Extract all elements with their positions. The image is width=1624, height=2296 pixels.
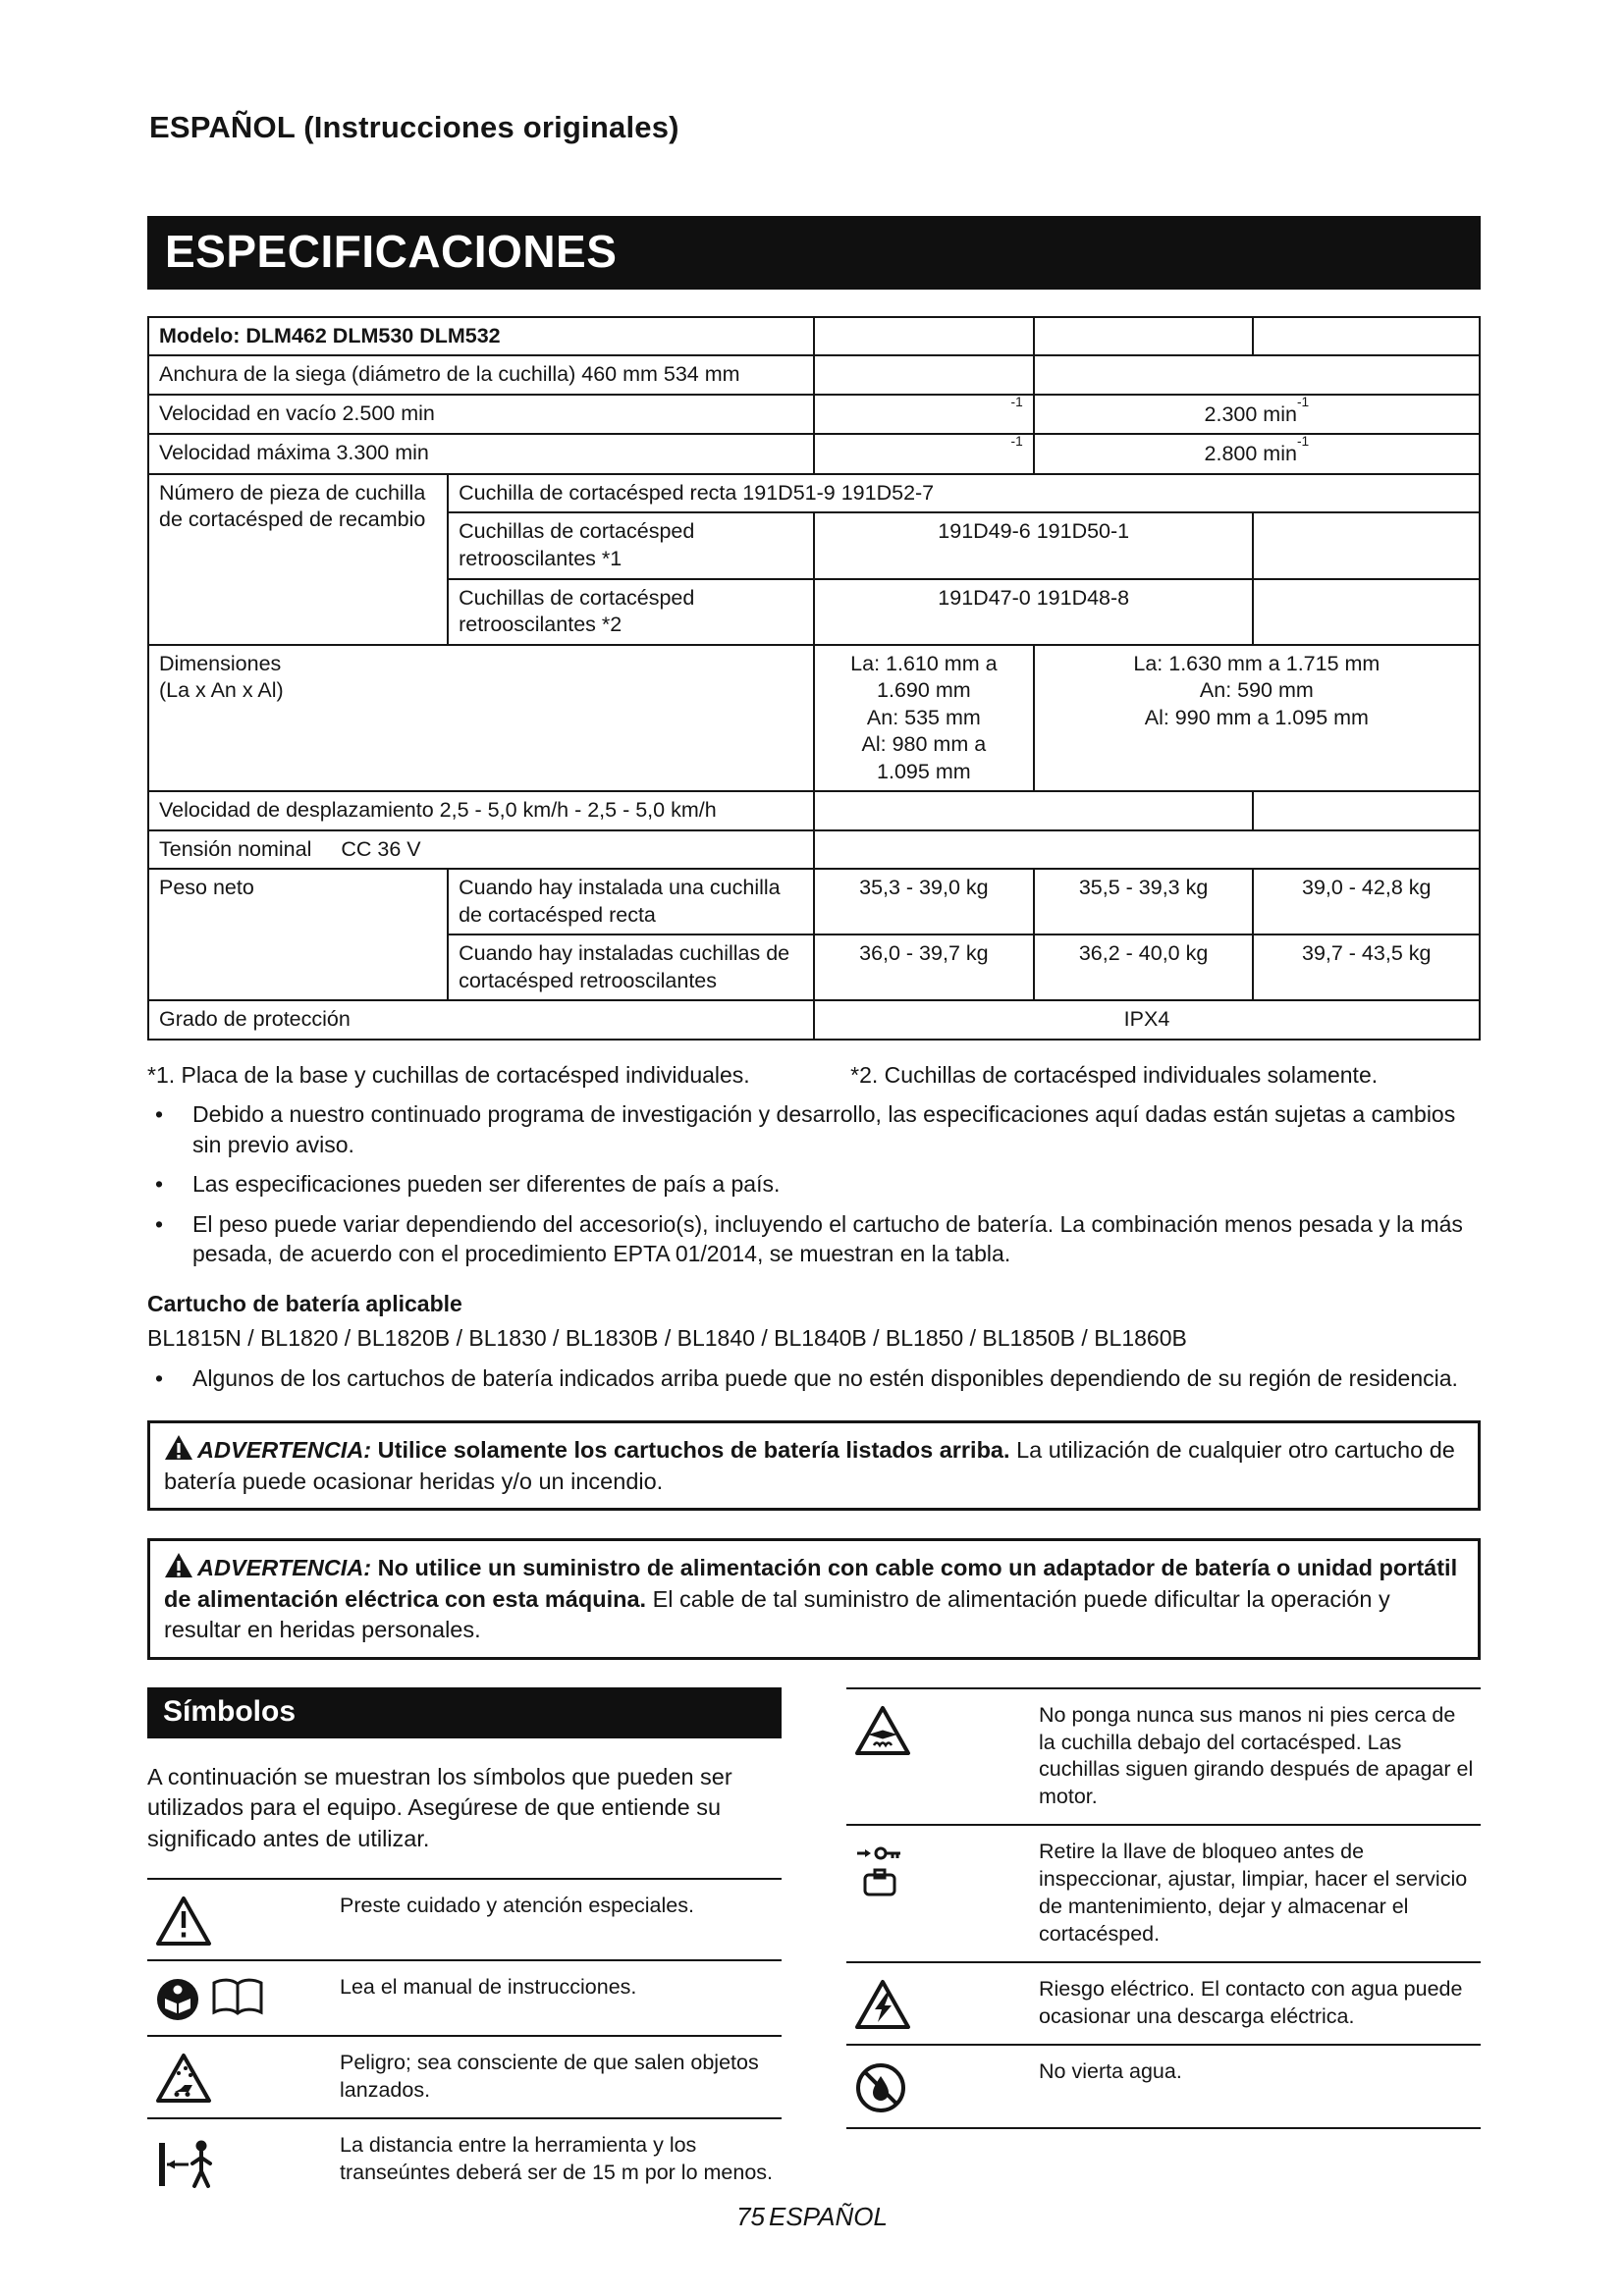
symbol-row-keep-distance: La distancia entre la herramienta y los transeúntes deberá ser de 15 m por lo menos. bbox=[147, 2117, 782, 2203]
cell-dimensions-label: Dimensiones (La x An x Al) bbox=[148, 645, 814, 792]
cell-dimensions-col1: La: 1.610 mm a 1.690 mm An: 535 mm Al: 980 mm a 1.095 mm bbox=[814, 645, 1034, 792]
footer-language: ESPAÑOL bbox=[769, 2202, 888, 2231]
symbols-intro: A continuación se muestran los símbolos que pueden ser utilizados para el equipo. Asegúrese de que entiende su significado antes de utilizar. bbox=[147, 1764, 732, 1851]
spec-table bbox=[147, 316, 1481, 1041]
cell-superscript: -1 bbox=[814, 434, 1034, 474]
spec-bullet-1: • Debido a nuestro continuado programa de investigación y desarrollo, las especificaciones aquí dadas están sujetas a cambios sin previo aviso. bbox=[147, 1099, 1481, 1159]
table-row-max-speed bbox=[148, 434, 1480, 474]
table-row-model bbox=[148, 317, 1480, 356]
symbols-right-column bbox=[846, 1687, 1481, 2129]
specifications-banner-label: ESPECIFICACIONES bbox=[165, 226, 618, 277]
symbols-section bbox=[147, 1687, 1481, 2203]
warning-label: ADVERTENCIA: bbox=[197, 1555, 372, 1581]
cell-cutting-width: Anchura de la siega (diámetro de la cuchilla) 460 mm 534 mm bbox=[148, 355, 814, 395]
warning-label: ADVERTENCIA: bbox=[197, 1437, 372, 1464]
electric-hazard-icon bbox=[846, 1976, 1039, 2031]
warning-box-power-supply bbox=[147, 1538, 1481, 1659]
cell-weight-swing-label: Cuando hay instaladas cuchillas de cortacésped retrooscilantes bbox=[448, 934, 814, 1000]
symbols-right-table bbox=[846, 1687, 1481, 2129]
cell-empty bbox=[1253, 512, 1480, 578]
cell-empty bbox=[1034, 355, 1480, 395]
spec-bullet-2: • Las especificaciones pueden ser diferentes de país a país. bbox=[147, 1169, 1481, 1200]
cell-no-load-speed-value: 2.300 $\min^{-1}$ bbox=[1034, 395, 1480, 435]
warning-triangle-icon bbox=[164, 1552, 193, 1578]
read-manual-icon bbox=[147, 1974, 340, 2022]
cell-blade-part-label: Número de pieza de cuchilla de cortacésped de recambio bbox=[148, 474, 448, 645]
cell-weight-straight-value-2: 35,5 - 39,3 kg bbox=[1034, 869, 1254, 934]
cell-protection-label: Grado de protección bbox=[148, 1000, 814, 1040]
warning-bold-text: No utilice un suministro de alimentación con cable como un adaptador de batería o unidad portátil de alimentación eléctrica con esta máquina. bbox=[164, 1555, 1458, 1612]
cell-no-load-speed-label: Velocidad en vacío 2.500 min bbox=[148, 395, 814, 435]
cell-superscript: -1 bbox=[814, 395, 1034, 435]
cell-weight-straight-value-3: 39,0 - 42,8 kg bbox=[1253, 869, 1480, 934]
no-water-icon bbox=[846, 2058, 1039, 2114]
bullet-marker: • bbox=[155, 1171, 164, 1198]
cell-max-speed-label: Velocidad máxima 3.300 min bbox=[148, 434, 814, 474]
battery-bullet: • Algunos de los cartuchos de batería indicados arriba puede que no estén disponibles dependiendo de su región de residencia. bbox=[147, 1363, 1481, 1394]
battery-section-title: Cartucho de batería aplicable bbox=[147, 1290, 462, 1316]
table-row-protection bbox=[148, 1000, 1480, 1040]
table-row-rated-voltage bbox=[148, 830, 1480, 870]
symbol-row-read-manual: Lea el manual de instrucciones. bbox=[147, 1959, 782, 2035]
warning-box-battery bbox=[147, 1420, 1481, 1511]
symbols-left-column bbox=[147, 1687, 782, 2203]
cell-empty bbox=[1034, 317, 1254, 356]
warning-triangle-icon bbox=[164, 1434, 193, 1461]
warning-bold-text: Utilice solamente los cartuchos de batería listados arriba. bbox=[377, 1437, 1010, 1464]
table-row-weight-straight bbox=[148, 869, 1480, 934]
symbol-row-caution: Preste cuidado y atención especiales. bbox=[147, 1878, 782, 1959]
cell-rated-voltage: Tensión nominal CC 36 V bbox=[148, 830, 814, 870]
cell-weight-straight-label: Cuando hay instalada una cuchilla de cortacésped recta bbox=[448, 869, 814, 934]
cell-dimensions-col2: La: 1.630 mm a 1.715 mm An: 590 mm Al: 990 mm a 1.095 mm bbox=[1034, 645, 1480, 792]
cell-swing-back-2-label: Cuchillas de cortacésped retrooscilantes *2 bbox=[448, 579, 814, 645]
blade-hazard-icon bbox=[846, 1702, 1039, 1812]
cell-weight-straight-value-1: 35,3 - 39,0 kg bbox=[814, 869, 1034, 934]
cell-straight-blade: Cuchilla de cortacésped recta 191D51-9 191D52-7 bbox=[448, 474, 1480, 513]
warning-text: El cable de tal suministro de alimentación puede dificultar la operación y resultar en heridas personales. bbox=[164, 1585, 1390, 1643]
table-row-cutting-width bbox=[148, 355, 1480, 395]
keep-distance-icon bbox=[147, 2132, 340, 2190]
cell-empty bbox=[814, 317, 1034, 356]
cell-empty bbox=[814, 830, 1480, 870]
specifications-banner bbox=[147, 216, 1481, 290]
cell-swing-back-1-label: Cuchillas de cortacésped retrooscilantes *1 bbox=[448, 512, 814, 578]
symbols-banner: Símbolos bbox=[147, 1687, 782, 1739]
cell-model-header: Modelo: DLM462 DLM530 DLM532 bbox=[148, 317, 814, 356]
page-footer bbox=[0, 2202, 1624, 2232]
cell-weight-swing-value-2: 36,2 - 40,0 kg bbox=[1034, 934, 1254, 1000]
cell-travel-speed: Velocidad de desplazamiento 2,5 - 5,0 km/h - 2,5 - 5,0 km/h bbox=[148, 791, 814, 830]
cell-protection-value: IPX4 bbox=[814, 1000, 1480, 1040]
table-row-travel-speed bbox=[148, 791, 1480, 830]
cell-weight-swing-value-1: 36,0 - 39,7 kg bbox=[814, 934, 1034, 1000]
bullet-marker: • bbox=[155, 1210, 164, 1237]
footnote-1: *1. Placa de la base y cuchillas de cortacésped individuales. bbox=[147, 1061, 750, 1088]
bullet-marker: • bbox=[155, 1364, 164, 1391]
remove-key-icon bbox=[846, 1839, 1039, 1949]
cell-swing-back-2-value: 191D47-0 191D48-8 bbox=[814, 579, 1253, 645]
table-row-blade-part-straight bbox=[148, 474, 1480, 513]
symbol-row-no-water: No vierta agua. bbox=[846, 2044, 1481, 2129]
cell-net-weight-label: Peso neto bbox=[148, 869, 448, 1000]
bullet-marker: • bbox=[155, 1101, 164, 1128]
cell-empty bbox=[814, 791, 1253, 830]
symbol-row-remove-key: Retire la llave de bloqueo antes de inspeccionar, ajustar, limpiar, hacer el servicio de mantenimiento, dejar y almacenar el cortacésped. bbox=[846, 1824, 1481, 1961]
table-row-dimensions bbox=[148, 645, 1480, 792]
symbol-row-blade-hazard: No ponga nunca sus manos ni pies cerca de la cuchilla debajo del cortacésped. Las cuchillas siguen girando después de apagar el motor. bbox=[846, 1687, 1481, 1825]
spec-bullet-3: • El peso puede variar dependiendo del accesorio(s), incluyendo el cartucho de batería. La combinación menos pesada y la más pesada, de acuerdo con el procedimiento EPTA 01/2014, se muestran en la tabla. bbox=[147, 1209, 1481, 1269]
symbol-row-thrown-objects: Peligro; sea consciente de que salen objetos lanzados. bbox=[147, 2035, 782, 2117]
table-row-no-load-speed bbox=[148, 395, 1480, 435]
cell-weight-swing-value-3: 39,7 - 43,5 kg bbox=[1253, 934, 1480, 1000]
cell-empty bbox=[814, 355, 1034, 395]
symbols-left-table bbox=[147, 1878, 782, 2203]
cell-empty bbox=[1253, 317, 1480, 356]
footnotes bbox=[147, 1060, 1481, 1090]
caution-icon bbox=[147, 1893, 340, 1947]
cell-empty bbox=[1253, 579, 1480, 645]
footer-page-number: 75 bbox=[736, 2202, 765, 2231]
battery-model-list: BL1815N / BL1820 / BL1820B / BL1830 / BL1830B / BL1840 / BL1840B / BL1850 / BL1850B / BL1860B bbox=[147, 1324, 1187, 1351]
cell-swing-back-1-value: 191D49-6 191D50-1 bbox=[814, 512, 1253, 578]
thrown-objects-icon bbox=[147, 2050, 340, 2105]
cell-empty bbox=[1253, 791, 1480, 830]
footnote-2: *2. Cuchillas de cortacésped individuales solamente. bbox=[850, 1061, 1379, 1088]
cell-max-speed-value: 2.800 $\min^{-1}$ bbox=[1034, 434, 1480, 474]
symbol-row-electric-hazard: Riesgo eléctrico. El contacto con agua puede ocasionar una descarga eléctrica. bbox=[846, 1961, 1481, 2044]
page-title: ESPAÑOL (Instrucciones originales) bbox=[149, 110, 679, 144]
warning-text: La utilización de cualquier otro cartucho de batería puede ocasionar heridas y/o un incendio. bbox=[164, 1437, 1455, 1494]
